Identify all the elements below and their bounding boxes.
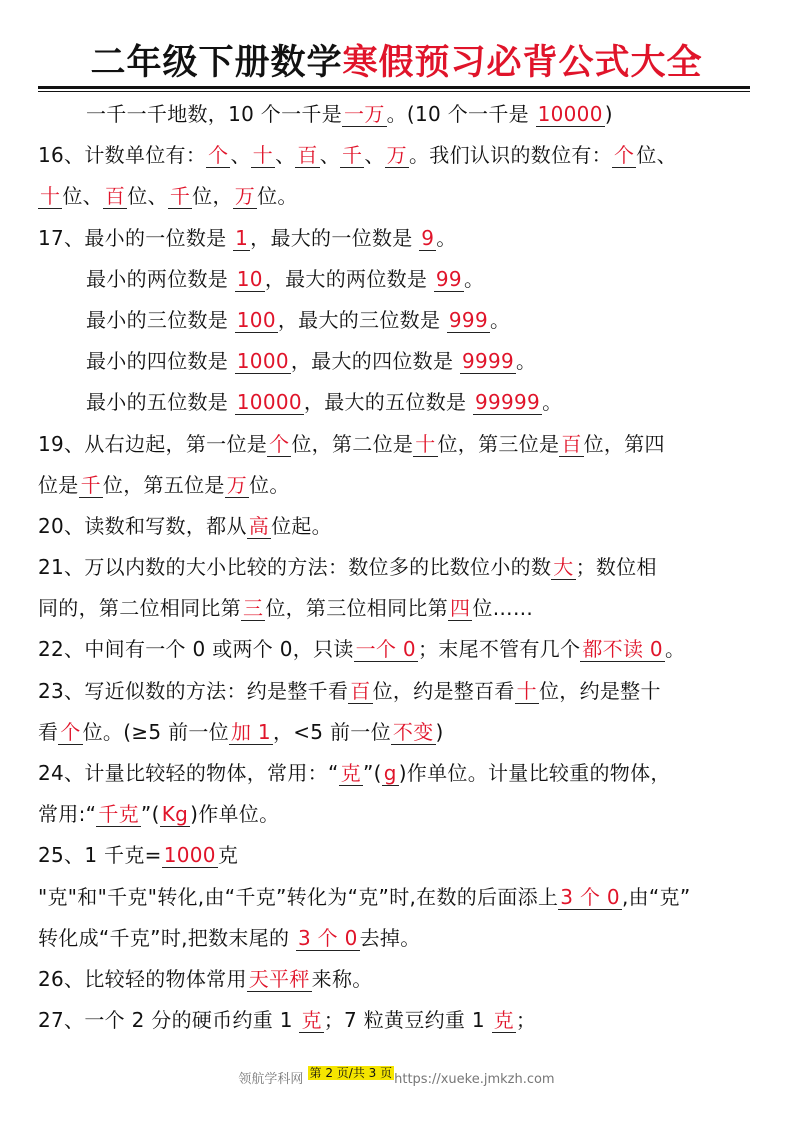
answer-blank: 天平秤 [248,966,310,991]
answer-blank: 克 [301,1008,322,1033]
text-line [38,753,758,794]
text-line [38,218,758,259]
text-line [38,794,758,835]
static-text: 位，第二位是 [291,431,414,456]
text-line [38,382,758,423]
static-text: )作单位。 [190,802,280,827]
static-text: 位…… [472,596,534,621]
page-title [0,38,793,88]
text-line [38,588,758,629]
answer-blank: 千 [80,472,101,497]
answer-blank: 1 [235,225,249,250]
static-text: 最小的两位数是 [86,266,235,291]
static-text: 。 [542,390,563,415]
static-text: 23、写近似数的方法：约是整千看 [38,678,349,703]
answer-blank: 9999 [461,349,515,374]
title-red-part: 寒假预习必背公式大全 [342,43,703,83]
static-text: 位。 [257,184,298,209]
answer-blank: 99 [435,266,462,291]
answer-blank: 百 [350,678,371,703]
static-text: 。 [436,225,457,250]
text-line [38,547,758,588]
text-line [38,300,758,341]
static-text: 克 [217,843,239,868]
page-footer [0,1068,793,1087]
static-text: 来称。 [311,966,373,991]
text-line [38,341,758,382]
static-text: ) [435,719,444,744]
answer-blank: 克 [340,761,361,785]
static-text: 位。(≥5 前一位 [82,719,229,744]
static-text: 位。 [249,472,290,497]
answer-blank: 3 个 0 [560,884,620,909]
answer-blank: 一个 0 [355,637,416,662]
static-text: 位，约是整百看 [372,678,515,703]
answer-blank: 百 [561,431,582,456]
title-black-part: 二年级下册数学 [90,43,343,83]
text-line [38,424,758,465]
static-text: 21、万以内数的大小比较的方法：数位多的比数位小的数 [38,555,552,580]
static-text: ，<5 前一位 [272,719,391,744]
answer-blank: 十 [516,678,537,703]
static-text: ”( [140,802,160,827]
answer-blank: 万 [386,143,407,168]
answer-blank: 个 [60,719,81,744]
answer-blank: 万 [234,184,256,209]
static-text: 、 [275,143,296,168]
static-text: 位，第三位是 [437,431,560,456]
static-text: ，最大的四位数是 [290,349,460,374]
answer-blank: Kg [161,802,189,827]
static-text: ”( [362,761,382,785]
answer-blank: 个 [269,431,290,456]
static-text: 位，约是整十 [538,678,661,703]
static-text: 最小的四位数是 [86,349,235,374]
footer-site-name: 领航学科网 [238,1072,308,1087]
static-text: ,由“克” [621,884,691,909]
text-line [38,259,758,300]
static-text: "克"和"千克"转化,由“千克”转化为“克”时,在数的后面添上 [38,884,559,909]
text-line [38,918,758,959]
static-text: 位， [192,184,233,209]
static-text: 19、从右边起，第一位是 [38,431,268,456]
text-line [38,671,758,712]
static-text: 。 [463,266,485,291]
static-text: ； [515,1008,537,1033]
static-text: 。 [664,637,686,662]
static-text: ；7 粒黄豆约重 1 [323,1008,492,1033]
answer-blank: 十 [415,431,436,456]
static-text: 26、比较轻的物体常用 [38,966,247,991]
answer-blank: 加 1 [230,719,271,744]
answer-blank: 高 [248,513,270,538]
page-number-badge: 第 2 页/共 3 页 [309,1066,393,1080]
static-text: 25、1 千克= [38,843,162,868]
answer-blank: 千克 [98,802,139,827]
static-text: ，最大的五位数是 [303,390,473,415]
text-line [38,959,758,1000]
static-text: 位、 [636,143,677,168]
static-text: 。 [489,307,511,332]
answer-blank: 1000 [163,843,216,868]
answer-blank: 千 [169,184,191,209]
answer-blank: 一万 [344,102,385,126]
answer-blank: 999 [448,307,488,332]
title-rule-thin [38,91,750,92]
static-text: 、 [230,143,251,168]
answer-blank: g [383,761,397,785]
static-text: 位，第四 [583,431,665,456]
static-text: ) [604,102,613,126]
text-line [38,506,758,547]
answer-blank: 三 [243,596,264,621]
static-text: 位，第五位是 [102,472,225,497]
static-text: 27、一个 2 分的硬币约重 1 [38,1008,300,1033]
answer-blank: 克 [493,1008,514,1033]
text-line [38,135,758,176]
static-text: 17、最小的一位数是 [38,225,234,250]
answer-blank: 99999 [474,390,541,415]
answer-blank: 千 [342,143,363,168]
static-text: 。(10 个一千是 [386,102,536,126]
static-text: 转化成“千克”时,把数末尾的 [38,925,296,950]
static-text: 。我们认识的数位有： [408,143,612,168]
answer-blank: 大 [553,555,574,580]
static-text: 最小的三位数是 [86,307,235,332]
answer-blank: 四 [450,596,471,621]
text-line [38,629,758,670]
static-text: 16、计数单位有： [38,143,207,168]
static-text: 、 [364,143,385,168]
static-text: 去掉。 [359,925,421,950]
answer-blank: 3 个 0 [297,925,358,950]
text-line [38,712,758,753]
static-text: 看 [38,719,59,744]
text-line [38,94,758,135]
answer-blank: 个 [613,143,635,168]
static-text: )作单位。计量比较重的物体， [398,761,671,785]
answer-blank: 10 [236,266,263,291]
answer-blank: 不变 [392,719,434,744]
answer-blank: 9 [421,225,435,250]
text-line [38,877,758,918]
text-line [38,835,758,876]
answer-blank: 百 [104,184,126,209]
answer-blank: 百 [297,143,318,168]
text-line [38,176,758,217]
static-text: ，最大的三位数是 [277,307,447,332]
static-text: 。 [516,349,537,374]
static-text: 一千一千地数，10 个一千是 [86,102,343,126]
answer-blank: 十 [252,143,274,168]
answer-blank: 万 [226,472,248,497]
text-line [38,1000,758,1041]
answer-blank: 100 [236,307,276,332]
static-text: 位、 [62,184,103,209]
static-text: 24、计量比较轻的物体，常用：“ [38,761,339,785]
static-text: 常用:“ [38,802,97,827]
static-text: 位、 [127,184,168,209]
footer-url[interactable]: https://xueke.jmkzh.com [394,1072,555,1087]
answer-blank: 10000 [537,102,603,126]
static-text: ；末尾不管有几个 [417,637,581,662]
static-text: 最小的五位数是 [86,390,235,415]
static-text: 、 [319,143,341,168]
answer-blank: 都不读 0 [582,637,663,662]
static-text: 位，第三位相同比第 [265,596,449,621]
title-rule-thick [38,86,750,89]
answer-blank: 10000 [236,390,302,415]
text-line [38,465,758,506]
answer-blank: 十 [40,184,61,209]
static-text: 22、中间有一个 0 或两个 0，只读 [38,637,354,662]
static-text: 同的，第二位相同比第 [38,596,241,621]
static-text: 位是 [38,472,79,497]
static-text: ，最大的一位数是 [250,225,420,250]
answer-blank: 个 [208,143,229,168]
document-body [38,94,758,1041]
static-text: ；数位相 [575,555,657,580]
static-text: 位起。 [271,513,332,538]
answer-blank: 1000 [236,349,289,374]
static-text: 20、读数和写数，都从 [38,513,247,538]
static-text: ，最大的两位数是 [264,266,434,291]
